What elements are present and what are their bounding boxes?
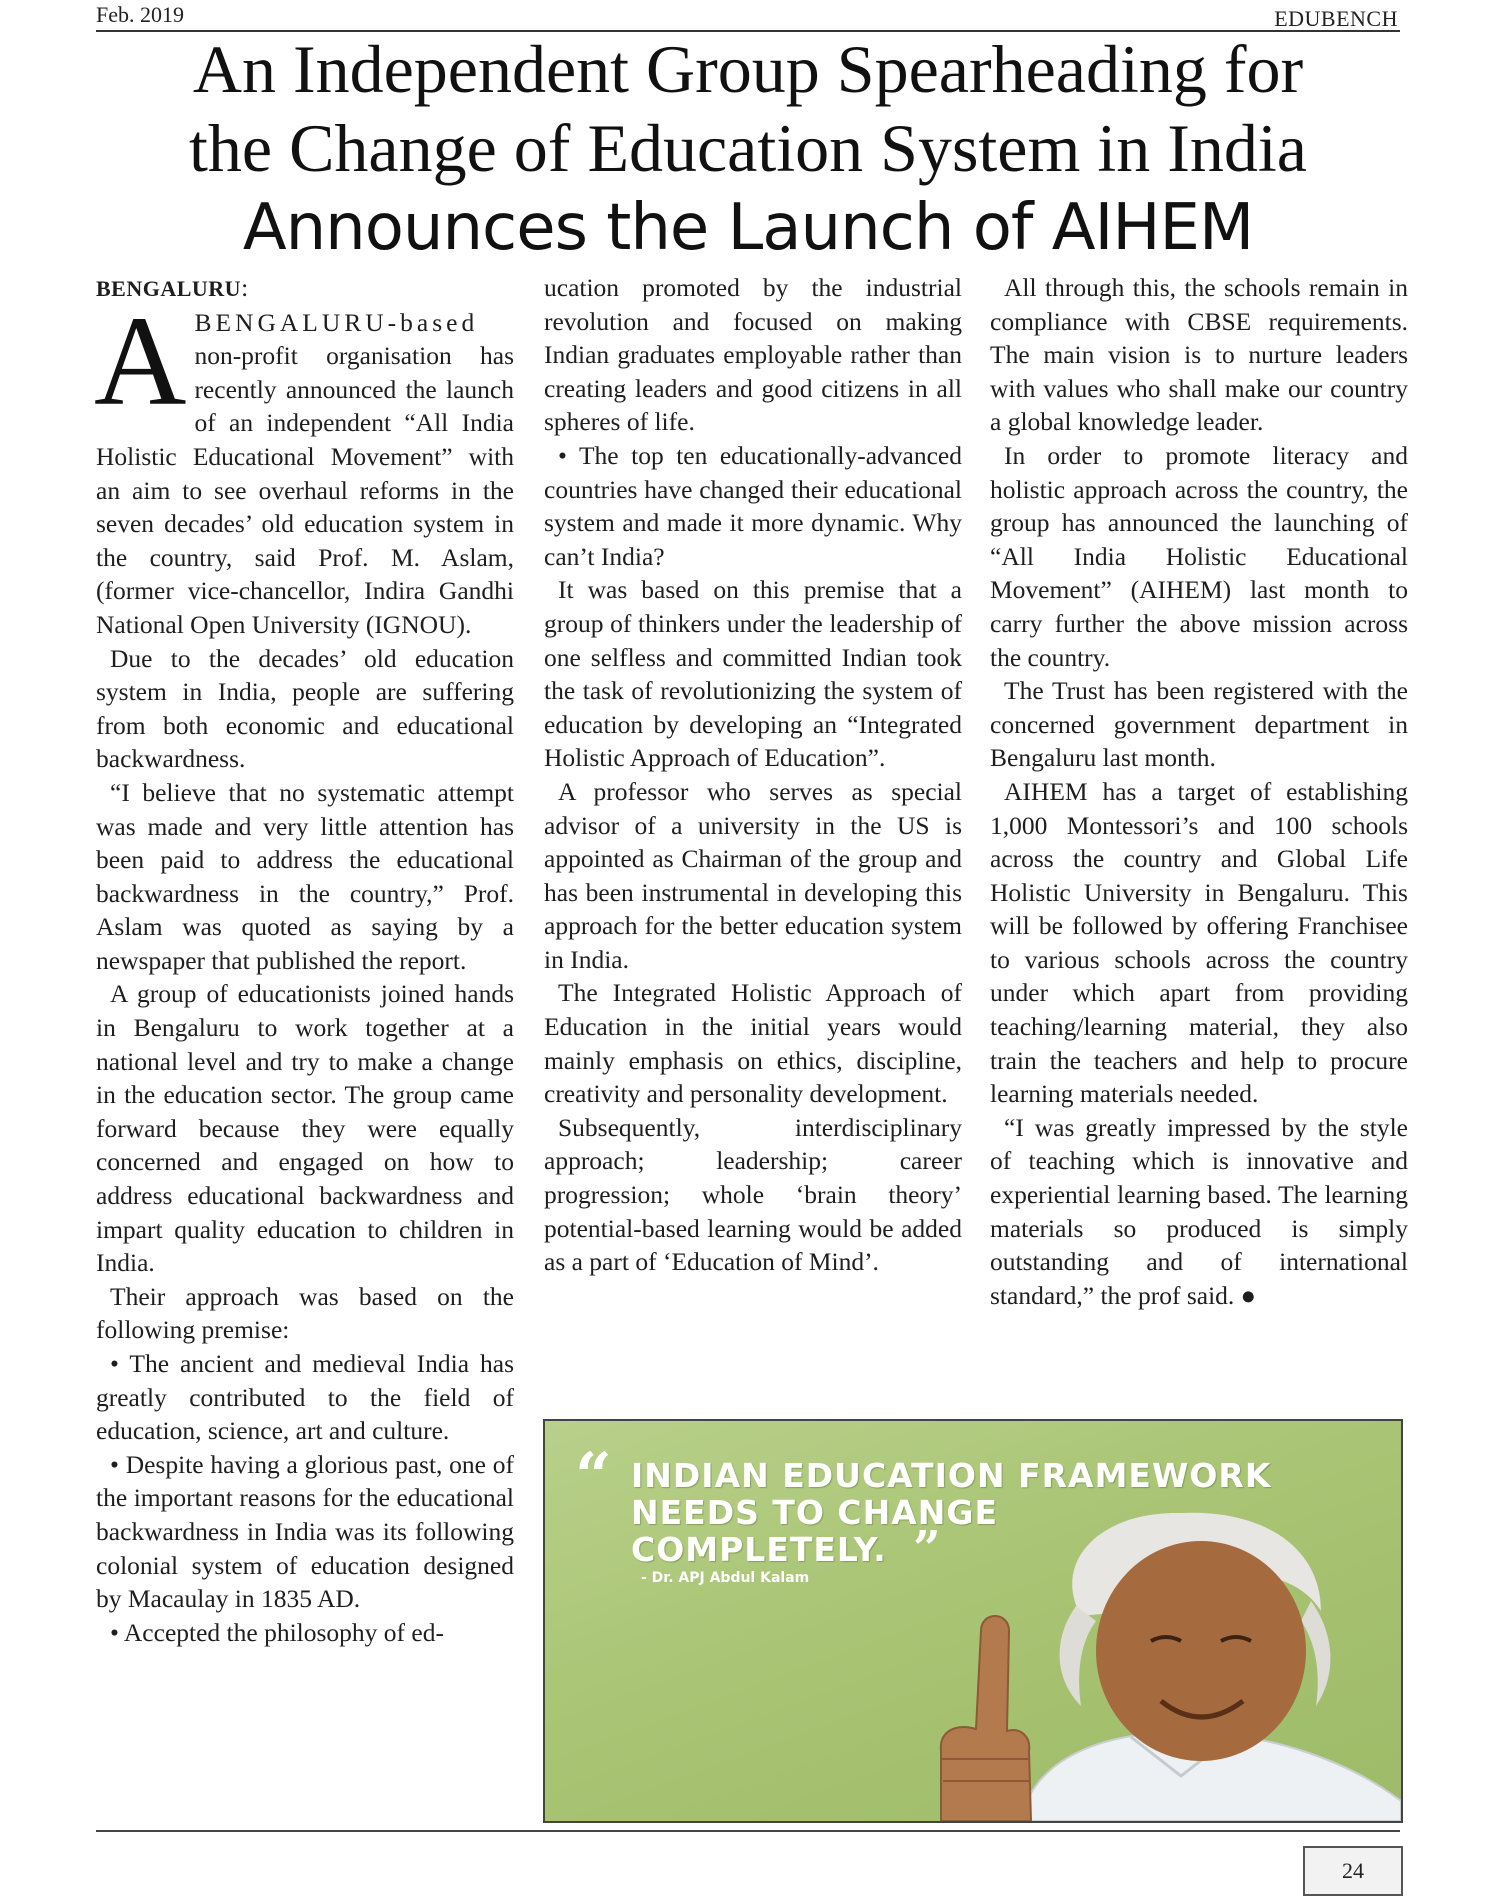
- paragraph-14: “I was greatly impressed by the style of teaching which is innovative and experiential learning based. The learning materials so produced is simply outstanding and of international standard,” the prof said. ●: [990, 1112, 1408, 1310]
- bullet-3-end: ucation promoted by the industrial revolution and focused on making Indian graduates employable rather than creating leaders and good citizens in all spheres of life.: [544, 273, 962, 437]
- quote-attribution: - Dr. APJ Abdul Kalam: [641, 1570, 810, 1586]
- paragraph-2: Due to the decades’ old education system in India, people are suffering from both economic and educational backwardness.: [96, 643, 514, 774]
- paragraph-9: Subsequently, interdisciplinary approach; leadership; career progression; whole ‘brain theory’ potential-based learning would be added as a part of ‘Education of Mind’.: [544, 1112, 962, 1277]
- dateline-paragraph: [96, 271, 514, 306]
- open-quote-mark: “: [575, 1439, 612, 1514]
- bullet-4: • The top ten educationally-advanced countries have changed their educational system and made it more dynamic. Why can’t India?: [544, 440, 962, 571]
- paragraph-10: All through this, the schools remain in compliance with CBSE requirements. The main vision is to nurture leaders with values who shall make our country a global knowledge leader.: [990, 273, 1408, 437]
- drop-cap: A: [94, 289, 187, 432]
- paragraph-3: “I believe that no systematic attempt was made and very little attention has been paid to address the educational backwardness in the country,” Prof. Aslam was quoted as saying by a newspaper that published the report.: [96, 777, 514, 975]
- portrait-hand: [941, 1616, 1031, 1821]
- bullet-2: • Despite having a glorious past, one of the important reasons for the educational backwardness in India was its following colonial system of education designed by Macaulay in 1835 AD.: [96, 1449, 514, 1614]
- lead-paragraph: [94, 289, 514, 642]
- paragraph-7: A professor who serves as special advisor of a university in the US is appointed as Chairman of the group and has been instrumental in developing this approach for the better education system in India.: [544, 776, 962, 974]
- headline-line-3: Announces the Launch of AIHEM: [242, 191, 1254, 265]
- quote-line-2: NEEDS TO CHANGE: [631, 1493, 999, 1532]
- lead-text: non-profit organisation has recently announced the launch of an independent “All India Holistic Educational Movement” with an aim to see overhaul reforms in the seven decades’ old education system in the country, said Prof. M. Aslam, (former vice-chancellor, Indira Gandhi National Open University (IGNOU).: [96, 341, 514, 639]
- paragraph-4: A group of educationists joined hands in Bengaluru to work together at a national level and try to make a change in the education sector. The group came forward because they were equally concerned and engaged on how to address educational backwardness and impart quality education to children in India.: [96, 979, 514, 1278]
- portrait-illustration: [881, 1501, 1401, 1821]
- article-column-2: [544, 271, 962, 1279]
- headline-line-2: the Change of Education System in India: [189, 110, 1307, 186]
- paragraph-5: Their approach was based on the following premise:: [96, 1281, 514, 1345]
- paragraph-12: The Trust has been registered with the concerned government department in Bengaluru last month.: [990, 676, 1408, 773]
- dateline: BENGALURU: [96, 276, 242, 301]
- page-number: 24: [1303, 1846, 1403, 1896]
- headline: [96, 30, 1400, 268]
- portrait-face: [1096, 1541, 1306, 1761]
- portrait-hair-side: [1060, 1606, 1096, 1706]
- article-column-1: [96, 271, 514, 1649]
- quote-line-3: COMPLETELY.: [631, 1530, 887, 1569]
- paragraph-13: AIHEM has a target of establishing 1,000 Montessori’s and 100 schools across the country and Global Life Holistic University in Bengaluru. This will be followed by offering Franchisee to various schools across the country under which apart from providing teaching/learning material, they also train the teachers and help to procure learning materials needed.: [990, 776, 1408, 1109]
- article-column-3: [990, 271, 1408, 1312]
- bullet-1: • The ancient and medieval India has greatly contributed to the field of education, science, art and culture.: [96, 1349, 514, 1446]
- headline-line-1: An Independent Group Spearheading for: [192, 31, 1304, 107]
- close-quote-mark: ”: [913, 1521, 941, 1577]
- header-date: Feb. 2019: [96, 2, 184, 27]
- paragraph-6: It was based on this premise that a group of thinkers under the leadership of one selfless and committed Indian took the task of revolutionizing the system of education by developing an “Integrated Holistic Approach of Education”.: [544, 575, 962, 773]
- quote-line-1: INDIAN EDUCATION FRAMEWORK: [631, 1456, 1272, 1495]
- lead-spaced-text: BENGALURU-based: [194, 307, 479, 337]
- paragraph-8: The Integrated Holistic Approach of Education in the initial years would mainly emphasis on ethics, discipline, creativity and personality development.: [544, 978, 962, 1109]
- quote-image: [543, 1419, 1403, 1823]
- paragraph-11: In order to promote literacy and holistic approach across the country, the group has announced the launching of “All India Holistic Educational Movement” (AIHEM) last month to carry further the above mission across the country.: [990, 440, 1408, 672]
- bullet-3-start: • Accepted the philosophy of ed-: [110, 1617, 444, 1647]
- bottom-rule: [96, 1830, 1400, 1832]
- publication-name: EDUBENCH: [1274, 6, 1398, 31]
- dateline-colon: :: [241, 273, 249, 302]
